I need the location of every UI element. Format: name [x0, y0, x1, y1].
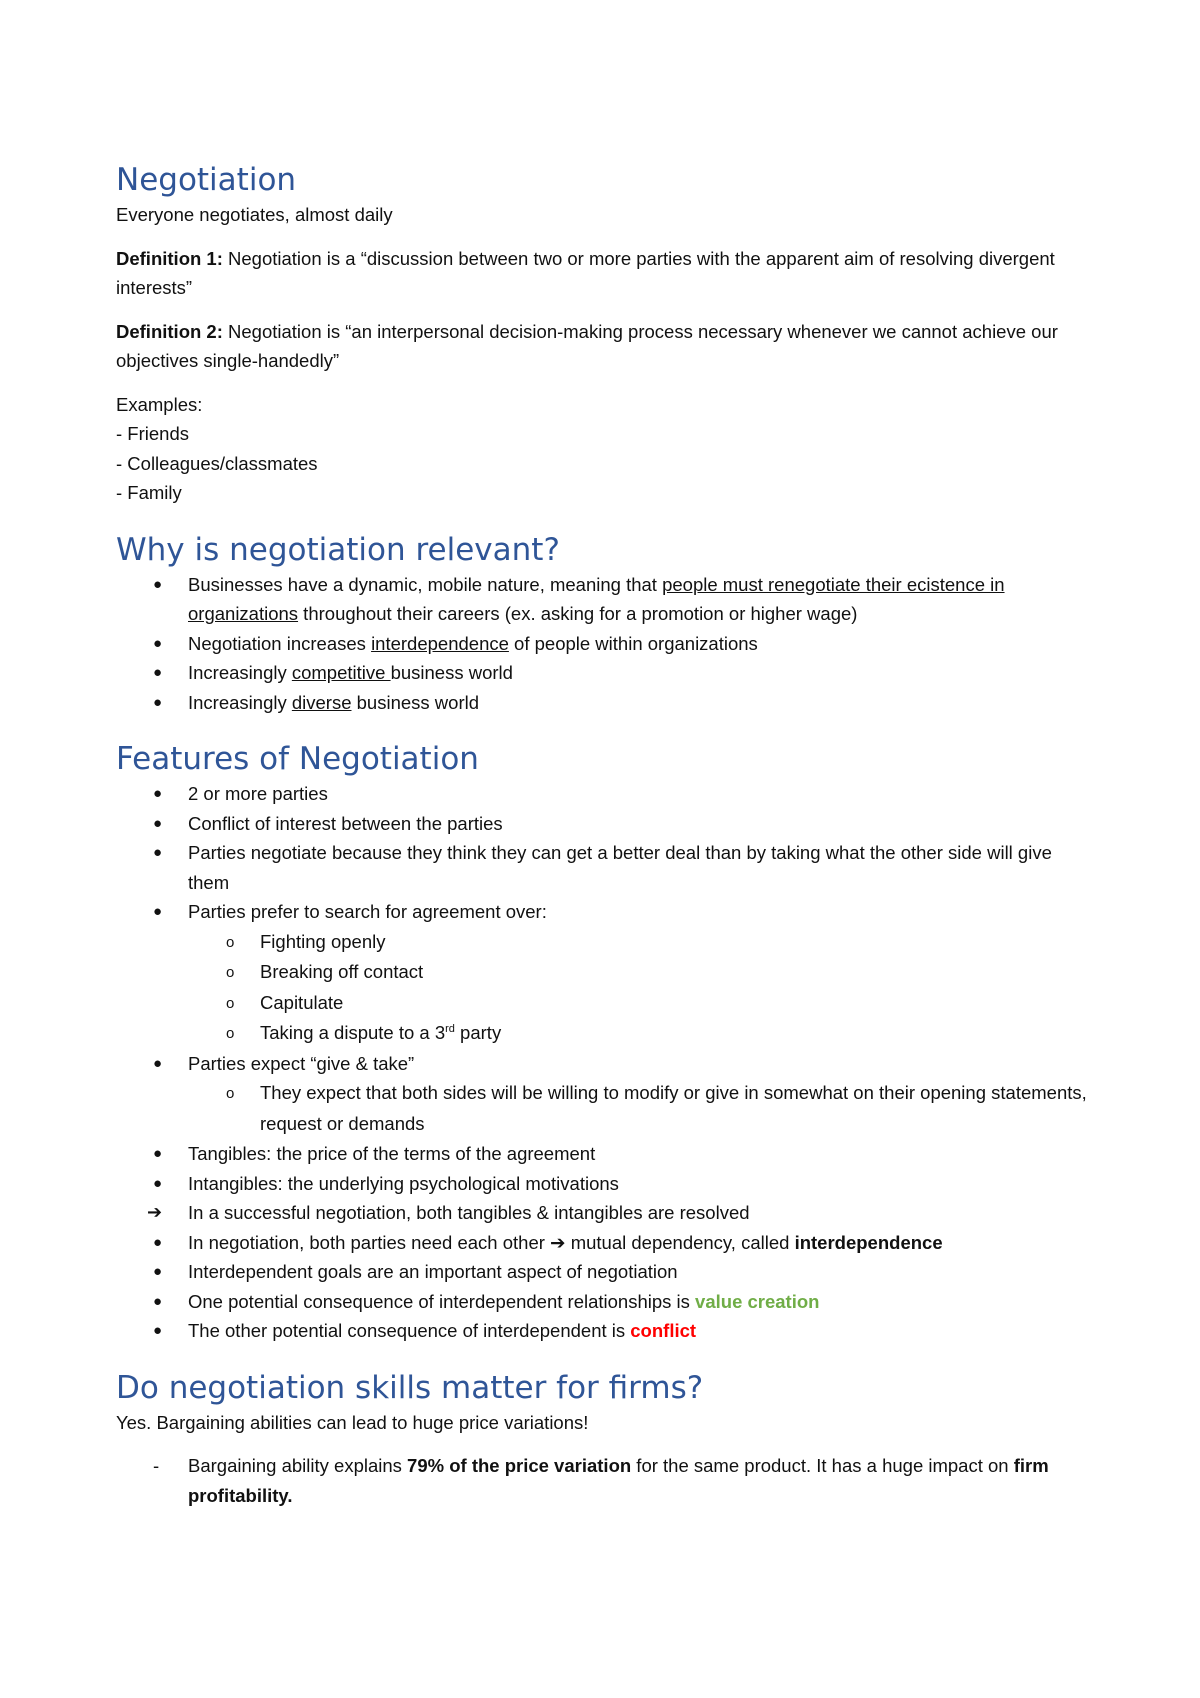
- heading-why-relevant: Why is negotiation relevant?: [116, 531, 560, 568]
- bullet-dot-icon: ●: [153, 634, 163, 652]
- definition-1-label: Definition 1:: [116, 247, 223, 269]
- heading-negotiation: Negotiation: [116, 162, 297, 198]
- list-item: ● Negotiation increases interdependence of people within organizations: [116, 629, 1090, 659]
- bullet-dot-icon: ●: [153, 1145, 163, 1162]
- sub-list-item: o Capitulate: [116, 988, 1090, 1019]
- bullet-dot-icon: ●: [153, 1263, 163, 1280]
- bullet-dot-icon: ●: [153, 1322, 163, 1339]
- definition-2-label: Definition 2:: [116, 320, 223, 342]
- definition-2-text: Negotiation is “an interpersonal decision-making process necessary whenever we cannot achieve our objectives single-handedly”: [116, 320, 1058, 371]
- list-item: - Bargaining ability explains 79% of the price variation for the same product. It has a huge impact on firm profitability.: [116, 1451, 1090, 1510]
- underlined-text: diverse: [291, 691, 352, 713]
- list-item: ● Parties expect “give & take”: [116, 1049, 1090, 1079]
- bold-text: 79% of the price variation: [407, 1455, 632, 1476]
- bullet-dot-icon: ●: [153, 814, 163, 832]
- list-item: ● Businesses have a dynamic, mobile nature, meaning that people must renegotiate their ecistence in organizations throughout their careers (ex. asking for a promotion or higher wage): [116, 570, 1090, 629]
- definition-1: [116, 244, 1090, 303]
- sub-bullet-o-icon: o: [226, 1085, 235, 1102]
- bullet-dot-icon: ●: [153, 1054, 163, 1072]
- bullet-dot-icon: ●: [153, 1292, 163, 1310]
- skills-intro: Yes. Bargaining abilities can lead to huge price variations!: [116, 1411, 589, 1433]
- definition-1-text: Negotiation is a “discussion between two or more parties with the apparent aim of resolving divergent interests”: [116, 247, 1055, 298]
- features-list: [116, 779, 1090, 1346]
- underlined-text: interdependence: [371, 632, 509, 654]
- relevance-list: [116, 570, 1090, 718]
- list-item: ● Increasingly diverse business world: [116, 688, 1090, 718]
- sub-list-item: o Fighting openly: [116, 927, 1090, 958]
- bold-text: interdependence: [794, 1231, 943, 1253]
- example-item: - Family: [116, 482, 182, 503]
- arrow-right-icon: ➔: [550, 1231, 566, 1253]
- bullet-dot-icon: ●: [153, 664, 163, 681]
- sub-list-item: o Taking a dispute to a 3rd party: [116, 1018, 1090, 1049]
- underlined-text: people must renegotiate their ecistence in organizations: [188, 573, 1005, 624]
- sub-bullet-o-icon: o: [226, 1025, 235, 1042]
- bold-text: firm profitability.: [188, 1455, 1049, 1506]
- dash-bullet-icon: -: [153, 1455, 160, 1476]
- heading-features: Features of Negotiation: [116, 741, 479, 777]
- list-item: ➔ In a successful negotiation, both tangibles & intangibles are resolved: [116, 1198, 1090, 1228]
- list-item: ● 2 or more parties: [116, 779, 1090, 809]
- superscript: rd: [445, 1022, 455, 1035]
- underlined-text: competitive: [291, 662, 391, 683]
- sub-list-item: o Breaking off contact: [116, 957, 1090, 988]
- bullet-dot-icon: ●: [153, 1174, 163, 1192]
- bullet-dot-icon: ●: [153, 575, 163, 593]
- list-item: ● Interdependent goals are an important aspect of negotiation: [116, 1257, 1090, 1287]
- intro-text: Everyone negotiates, almost daily: [116, 204, 393, 225]
- list-item: ● One potential consequence of interdependent relationships is value creation: [116, 1287, 1090, 1317]
- skills-list: [116, 1451, 1090, 1510]
- list-item: ● Parties negotiate because they think they can get a better deal than by taking what the other side will give them: [116, 838, 1090, 897]
- sub-list-item: o They expect that both sides will be willing to modify or give in somewhat on their opening statements, request or demands: [116, 1078, 1090, 1139]
- list-item: ● The other potential consequence of interdependent is conflict: [116, 1316, 1090, 1346]
- arrow-right-icon: ➔: [147, 1202, 163, 1222]
- list-item: ● Parties prefer to search for agreement over:: [116, 897, 1090, 927]
- example-item: - Colleagues/classmates: [116, 452, 318, 474]
- sub-bullet-o-icon: o: [226, 994, 235, 1012]
- list-item: ● Increasingly competitive business world: [116, 658, 1090, 688]
- list-item: ● Tangibles: the price of the terms of the agreement: [116, 1139, 1090, 1169]
- bullet-dot-icon: ●: [153, 903, 163, 920]
- definition-2: [116, 317, 1090, 376]
- heading-skills-matter: Do negotiation skills matter for firms?: [116, 1369, 704, 1406]
- bullet-dot-icon: ●: [153, 785, 163, 802]
- examples-label: Examples:: [116, 393, 203, 415]
- list-item: ● Conflict of interest between the parties: [116, 809, 1090, 839]
- bullet-dot-icon: ●: [153, 844, 163, 861]
- list-item: ● Intangibles: the underlying psychological motivations: [116, 1169, 1090, 1199]
- sub-bullet-o-icon: o: [226, 933, 235, 951]
- sub-bullet-o-icon: o: [226, 964, 235, 981]
- bullet-dot-icon: ●: [153, 1233, 163, 1251]
- bullet-dot-icon: ●: [153, 693, 163, 711]
- value-creation-text: value creation: [695, 1290, 820, 1312]
- example-item: - Friends: [116, 423, 189, 444]
- list-item: ● In negotiation, both parties need each other ➔ mutual dependency, called interdependence: [116, 1228, 1090, 1258]
- conflict-text: conflict: [630, 1320, 697, 1341]
